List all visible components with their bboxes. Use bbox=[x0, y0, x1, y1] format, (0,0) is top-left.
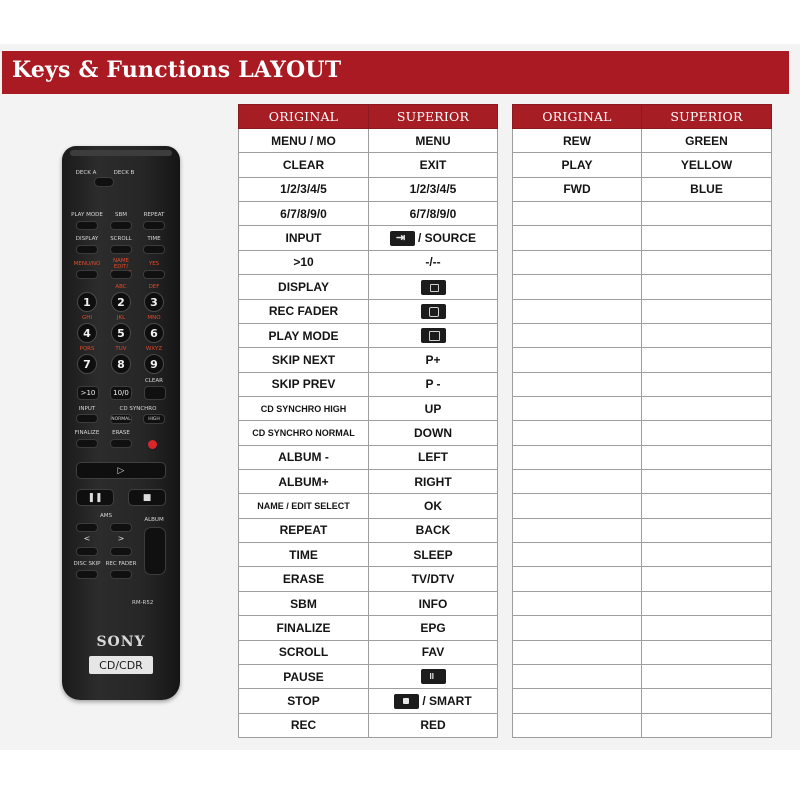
cell-superior bbox=[642, 640, 772, 664]
table-row bbox=[513, 470, 772, 494]
cell-superior: RIGHT bbox=[369, 470, 498, 494]
cell-superior: LEFT bbox=[369, 445, 498, 469]
table-row bbox=[239, 177, 498, 201]
cell-superior: OK bbox=[369, 494, 498, 518]
cd-cdr-badge: CD/CDR bbox=[89, 656, 153, 674]
table-row bbox=[239, 567, 498, 591]
table-row bbox=[239, 445, 498, 469]
remote-digit-9: 9 bbox=[144, 354, 164, 374]
title-banner bbox=[2, 51, 789, 94]
table-row bbox=[239, 348, 498, 372]
cell-original bbox=[513, 275, 642, 299]
remote-key-gt10: >10 bbox=[77, 386, 99, 400]
cell-original bbox=[513, 421, 642, 445]
table-row bbox=[239, 275, 498, 299]
remote-label-abc: ABC bbox=[115, 284, 127, 290]
play-mode-icon bbox=[421, 328, 446, 343]
cell-superior bbox=[369, 299, 498, 323]
stop-icon bbox=[394, 694, 419, 709]
sony-logo: SONY bbox=[96, 634, 146, 650]
cell-original: DISPLAY bbox=[239, 275, 369, 299]
remote-key-input bbox=[76, 414, 98, 423]
remote-key-erase bbox=[110, 439, 132, 448]
cell-superior: P - bbox=[369, 372, 498, 396]
remote-digit-6: 6 bbox=[144, 323, 164, 343]
forward-icon: > bbox=[117, 534, 125, 543]
remote-label-display: DISPLAY bbox=[75, 236, 99, 242]
table-row bbox=[513, 616, 772, 640]
table-row bbox=[513, 445, 772, 469]
table-row bbox=[513, 421, 772, 445]
cell-original: TIME bbox=[239, 543, 369, 567]
cell-original bbox=[513, 567, 642, 591]
cell-superior bbox=[642, 713, 772, 737]
remote-label-clear: CLEAR bbox=[145, 378, 163, 384]
cell-original bbox=[513, 348, 642, 372]
remote-key-album-rocker bbox=[144, 527, 166, 575]
cell-original: MENU / MO bbox=[239, 129, 369, 153]
table-row bbox=[239, 323, 498, 347]
remote-label-album: ALBUM bbox=[144, 517, 164, 523]
cell-superior bbox=[642, 250, 772, 274]
cell-superior: 6/7/8/9/0 bbox=[369, 202, 498, 226]
cell-superior: TV/DTV bbox=[369, 567, 498, 591]
remote-key-clear bbox=[144, 386, 166, 400]
deck-switch bbox=[94, 177, 114, 187]
cell-superior: 1/2/3/4/5 bbox=[369, 177, 498, 201]
cell-original bbox=[513, 713, 642, 737]
remote-key-ten: 10/0 bbox=[110, 386, 132, 400]
cell-superior: -/-- bbox=[369, 250, 498, 274]
cell-original: SKIP PREV bbox=[239, 372, 369, 396]
cell-superior: DOWN bbox=[369, 421, 498, 445]
cell-original bbox=[513, 640, 642, 664]
remote-digit-2: 2 bbox=[111, 292, 131, 312]
cell-superior bbox=[642, 202, 772, 226]
table-row bbox=[513, 494, 772, 518]
table-row bbox=[513, 129, 772, 153]
cell-superior bbox=[642, 664, 772, 688]
cell-superior bbox=[642, 421, 772, 445]
cell-superior: BLUE bbox=[642, 177, 772, 201]
cell-superior: BACK bbox=[369, 518, 498, 542]
remote-label-yes: YES bbox=[148, 261, 160, 267]
table-row bbox=[239, 153, 498, 177]
cell-original bbox=[513, 445, 642, 469]
table-row bbox=[513, 591, 772, 615]
cell-original bbox=[513, 226, 642, 250]
page-title: Keys & Functions LAYOUT bbox=[12, 57, 342, 83]
remote-label-def: DEF bbox=[148, 284, 160, 290]
remote-label-jkl: JKL bbox=[116, 315, 126, 321]
remote-key-pause: ❚❚ bbox=[76, 489, 114, 506]
cell-superior bbox=[642, 226, 772, 250]
remote-model: RM-R52 bbox=[132, 600, 154, 606]
table-row bbox=[513, 713, 772, 737]
cell-superior bbox=[642, 470, 772, 494]
remote-top-edge bbox=[70, 150, 172, 156]
cell-superior bbox=[642, 396, 772, 420]
remote-digit-3: 3 bbox=[144, 292, 164, 312]
cell-original bbox=[513, 323, 642, 347]
table-row bbox=[513, 543, 772, 567]
remote-key-play: ▷ bbox=[76, 462, 166, 479]
cell-superior bbox=[369, 664, 498, 688]
remote-label-ghi: GHI bbox=[81, 315, 93, 321]
remote-key-yes bbox=[143, 270, 165, 279]
cell-superior bbox=[642, 445, 772, 469]
cell-original bbox=[513, 689, 642, 713]
table-row bbox=[239, 664, 498, 688]
cell-original: CD SYNCHRO NORMAL bbox=[239, 421, 369, 445]
input-icon bbox=[390, 231, 415, 246]
table-row bbox=[513, 348, 772, 372]
cell-superior bbox=[642, 299, 772, 323]
cell-superior bbox=[642, 616, 772, 640]
table-row bbox=[239, 372, 498, 396]
cell-original: CLEAR bbox=[239, 153, 369, 177]
cell-original: 1/2/3/4/5 bbox=[239, 177, 369, 201]
cell-superior bbox=[642, 689, 772, 713]
remote-key-time bbox=[143, 245, 165, 254]
cell-original bbox=[513, 396, 642, 420]
cell-original bbox=[513, 299, 642, 323]
table-header-row bbox=[513, 105, 772, 129]
cell-superior bbox=[369, 689, 498, 713]
remote-key-stop: ■ bbox=[128, 489, 166, 506]
rewind-icon: < bbox=[83, 534, 91, 543]
cell-original: REC FADER bbox=[239, 299, 369, 323]
remote-label-disc-skip: DISC SKIP bbox=[73, 561, 101, 567]
remote-key-next bbox=[110, 523, 132, 532]
cell-superior bbox=[369, 323, 498, 347]
cell-original bbox=[513, 591, 642, 615]
cell-original: ERASE bbox=[239, 567, 369, 591]
table-row bbox=[513, 299, 772, 323]
cell-superior bbox=[642, 591, 772, 615]
remote-label-scroll: SCROLL bbox=[110, 236, 132, 242]
table-row bbox=[513, 567, 772, 591]
cell-original: ALBUM+ bbox=[239, 470, 369, 494]
cell-original: PLAY bbox=[513, 153, 642, 177]
table-row bbox=[239, 470, 498, 494]
remote-control-image bbox=[62, 146, 180, 700]
table-row bbox=[513, 518, 772, 542]
table-header-row bbox=[239, 105, 498, 129]
cell-original bbox=[513, 470, 642, 494]
cell-superior: MENU bbox=[369, 129, 498, 153]
cell-superior bbox=[642, 348, 772, 372]
remote-digit-7: 7 bbox=[77, 354, 97, 374]
cell-original bbox=[513, 543, 642, 567]
table-row bbox=[513, 372, 772, 396]
cell-original bbox=[513, 616, 642, 640]
remote-label-rec-fader: REC FADER bbox=[105, 561, 137, 567]
cell-superior: FAV bbox=[369, 640, 498, 664]
remote-label-input: INPUT bbox=[78, 406, 96, 412]
remote-key-rew bbox=[76, 547, 98, 556]
remote-label-deck-a: DECK A bbox=[75, 170, 97, 176]
cell-original: INPUT bbox=[239, 226, 369, 250]
remote-key-prev bbox=[76, 523, 98, 532]
remote-label-mno: MNO bbox=[147, 315, 161, 321]
column-header-superior: SUPERIOR bbox=[642, 105, 772, 129]
table-row bbox=[239, 250, 498, 274]
cell-original bbox=[513, 494, 642, 518]
cell-superior bbox=[642, 567, 772, 591]
table-row bbox=[239, 543, 498, 567]
remote-label-tuv: TUV bbox=[115, 346, 127, 352]
table-row bbox=[513, 640, 772, 664]
remote-label-play-mode: PLAY MODE bbox=[71, 212, 103, 218]
table-row bbox=[513, 396, 772, 420]
cell-original: 6/7/8/9/0 bbox=[239, 202, 369, 226]
cell-superior: EPG bbox=[369, 616, 498, 640]
remote-digit-4: 4 bbox=[77, 323, 97, 343]
remote-key-rec-fader bbox=[110, 570, 132, 579]
cell-original: SCROLL bbox=[239, 640, 369, 664]
cell-superior bbox=[642, 518, 772, 542]
cell-superior: SLEEP bbox=[369, 543, 498, 567]
table-row bbox=[513, 250, 772, 274]
remote-label-menu-no: MENU/NO bbox=[73, 261, 101, 267]
remote-label-name-edit: NAME EDIT/ bbox=[112, 258, 130, 270]
table-row bbox=[239, 299, 498, 323]
table-row bbox=[239, 226, 498, 250]
table-row bbox=[239, 689, 498, 713]
cell-original: SKIP NEXT bbox=[239, 348, 369, 372]
remote-key-play-mode bbox=[76, 221, 98, 230]
remote-label-cd-synchro: CD SYNCHRO bbox=[119, 406, 157, 412]
cell-superior bbox=[642, 275, 772, 299]
cell-original: FINALIZE bbox=[239, 616, 369, 640]
cell-original: NAME / EDIT SELECT bbox=[239, 494, 369, 518]
cell-original bbox=[513, 664, 642, 688]
cell-original: SBM bbox=[239, 591, 369, 615]
remote-digit-1: 1 bbox=[77, 292, 97, 312]
cell-original bbox=[513, 372, 642, 396]
remote-key-high: HIGH bbox=[143, 414, 165, 424]
remote-key-fwd bbox=[110, 547, 132, 556]
cell-original: >10 bbox=[239, 250, 369, 274]
cell-superior bbox=[642, 323, 772, 347]
table-row bbox=[239, 396, 498, 420]
table-row bbox=[513, 226, 772, 250]
table-row bbox=[513, 202, 772, 226]
remote-key-normal: NORMAL bbox=[110, 414, 132, 424]
table-row bbox=[239, 713, 498, 737]
remote-key-name-edit bbox=[110, 270, 132, 279]
cell-original bbox=[513, 202, 642, 226]
table-row bbox=[239, 518, 498, 542]
remote-label-wxyz: WXYZ bbox=[145, 346, 163, 352]
cell-superior: P+ bbox=[369, 348, 498, 372]
table-row bbox=[513, 664, 772, 688]
cell-original bbox=[513, 250, 642, 274]
cell-superior: GREEN bbox=[642, 129, 772, 153]
remote-key-disc-skip bbox=[76, 570, 98, 579]
table-row bbox=[239, 591, 498, 615]
cell-original: STOP bbox=[239, 689, 369, 713]
remote-label-ams: AMS bbox=[100, 513, 112, 519]
cell-superior: UP bbox=[369, 396, 498, 420]
cell-superior: EXIT bbox=[369, 153, 498, 177]
table-row bbox=[513, 323, 772, 347]
cell-superior-text: / SOURCE bbox=[417, 231, 476, 246]
cell-superior bbox=[369, 226, 498, 250]
cell-superior bbox=[642, 543, 772, 567]
cell-superior bbox=[642, 494, 772, 518]
remote-label-pqrs: PQRS bbox=[79, 346, 95, 352]
table-row bbox=[239, 421, 498, 445]
rec-fader-icon bbox=[421, 304, 446, 319]
table-row bbox=[513, 275, 772, 299]
remote-digit-5: 5 bbox=[111, 323, 131, 343]
remote-label-sbm: SBM bbox=[114, 212, 128, 218]
cell-original: REPEAT bbox=[239, 518, 369, 542]
remote-key-display bbox=[76, 245, 98, 254]
cell-superior bbox=[642, 372, 772, 396]
table-row bbox=[513, 177, 772, 201]
rec-dot-icon bbox=[148, 440, 157, 449]
display-icon bbox=[421, 280, 446, 295]
cell-original bbox=[513, 518, 642, 542]
cell-superior: INFO bbox=[369, 591, 498, 615]
cell-original: PAUSE bbox=[239, 664, 369, 688]
table-row bbox=[239, 640, 498, 664]
cell-original: REW bbox=[513, 129, 642, 153]
remote-label-repeat: REPEAT bbox=[143, 212, 165, 218]
column-header-original: ORIGINAL bbox=[239, 105, 369, 129]
table-row bbox=[513, 689, 772, 713]
cell-superior: RED bbox=[369, 713, 498, 737]
remote-label-erase: ERASE bbox=[112, 430, 130, 436]
cell-original: CD SYNCHRO HIGH bbox=[239, 396, 369, 420]
table-row bbox=[239, 129, 498, 153]
cell-superior-text: / SMART bbox=[422, 694, 472, 709]
remote-key-scroll bbox=[110, 245, 132, 254]
remote-key-repeat bbox=[143, 221, 165, 230]
remote-label-time: TIME bbox=[147, 236, 161, 242]
table-row bbox=[513, 153, 772, 177]
cell-original: PLAY MODE bbox=[239, 323, 369, 347]
pause-icon bbox=[421, 669, 446, 684]
remote-key-sbm bbox=[110, 221, 132, 230]
cell-superior: YELLOW bbox=[642, 153, 772, 177]
remote-key-menu bbox=[76, 270, 98, 279]
key-mapping-table-left bbox=[238, 104, 498, 738]
cell-superior bbox=[369, 275, 498, 299]
key-mapping-table-right bbox=[512, 104, 772, 738]
table-row bbox=[239, 202, 498, 226]
remote-digit-8: 8 bbox=[111, 354, 131, 374]
cell-original: REC bbox=[239, 713, 369, 737]
table-row bbox=[239, 494, 498, 518]
remote-key-finalize bbox=[76, 439, 98, 448]
column-header-superior: SUPERIOR bbox=[369, 105, 498, 129]
column-header-original: ORIGINAL bbox=[513, 105, 642, 129]
cell-original: FWD bbox=[513, 177, 642, 201]
table-row bbox=[239, 616, 498, 640]
remote-label-finalize: FINALIZE bbox=[74, 430, 100, 436]
cell-original: ALBUM - bbox=[239, 445, 369, 469]
remote-label-deck-b: DECK B bbox=[113, 170, 135, 176]
